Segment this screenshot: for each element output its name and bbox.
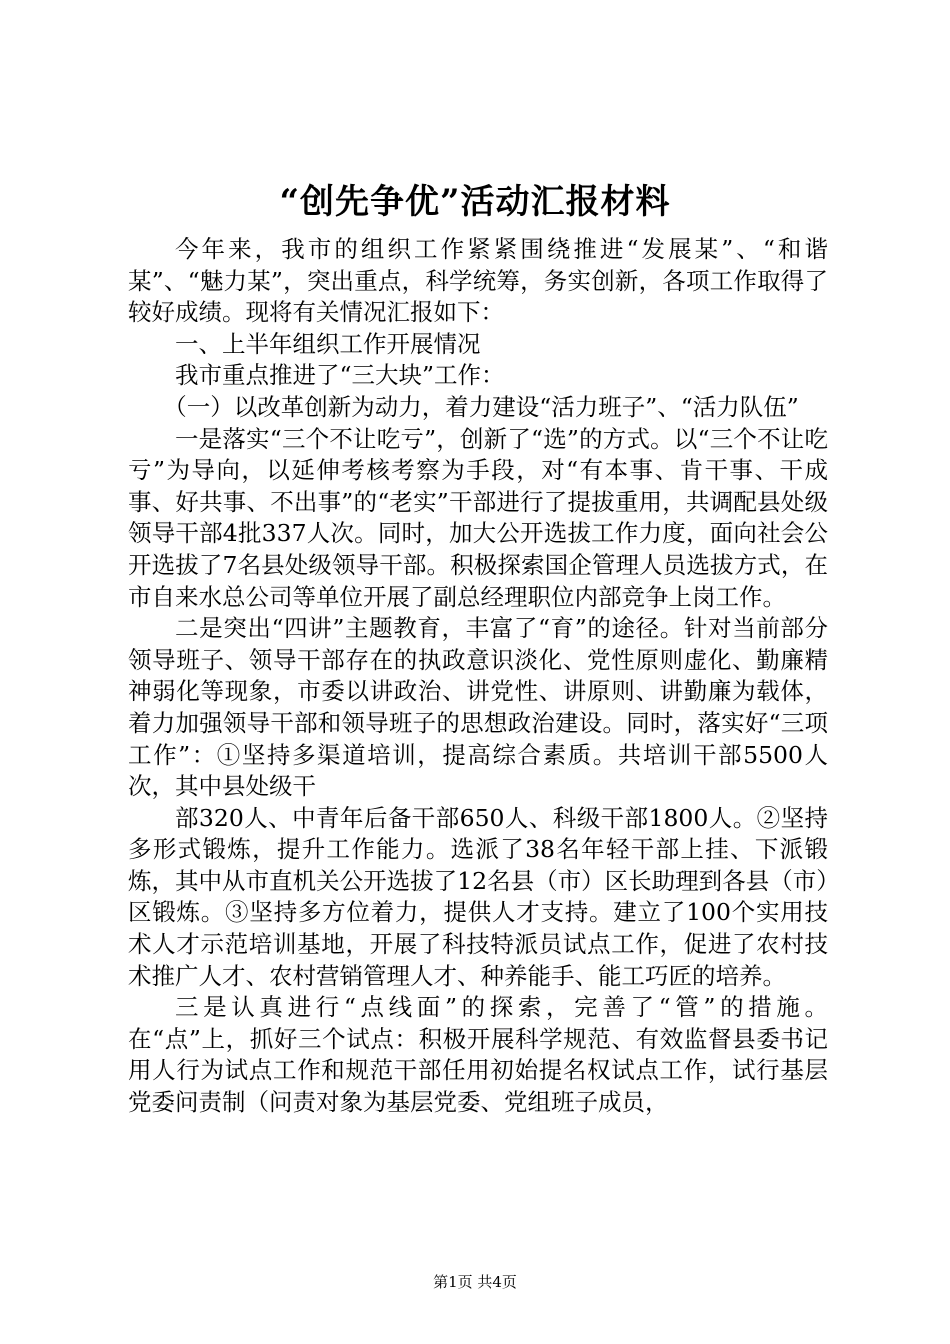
paragraph-select: 一是落实“三个不让吃亏”，创新了“选”的方式。以“三个不让吃亏”为导向，以延伸考核考察为手段，对“有本事、肯干事、干成事、好共事、不出事”的“老实”干部进行了提拔重用，共调配县处级领导干部4批337人次。同时，加大公开选拔工作力度，面向社会公开选拔了7名县处级领导干部。积极探索国企管理人员选拔方式，在市自来水总公司等单位开展了副总经理职位内部竞争上岗工作。: [128, 424, 828, 611]
document-title: “创先争优”活动汇报材料: [279, 182, 671, 222]
paragraph-intro: 今年来，我市的组织工作紧紧围绕推进“发展某”、“和谐某”、“魅力某”，突出重点，科学统筹，务实创新，各项工作取得了较好成绩。现将有关情况汇报如下：: [128, 235, 828, 327]
paragraph-educate: 二是突出“四讲”主题教育，丰富了“育”的途径。针对当前部分领导班子、领导干部存在的执政意识淡化、党性原则虚化、勤廉精神弱化等现象，市委以讲政治、讲党性、讲原则、讲勤廉为载体，着力加强领导干部和领导班子的思想政治建设。同时，落实好“三项工作”：①坚持多渠道培训，提高综合素质。共培训干部5500人次，其中县处级干: [128, 614, 828, 801]
paragraph-three-blocks: 我市重点推进了“三大块”工作：: [175, 361, 505, 390]
subsection-heading-1: （一）以改革创新为动力，着力建设“活力班子”、“活力队伍”: [163, 392, 799, 421]
paragraph-educate-continued: 部320人、中青年后备干部650人、科级干部1800人。②坚持多形式锻炼，提升工作能力。选派了38名年轻干部上挂、下派锻炼，其中从市直机关公开选拔了12名县（市）区长助理到各县（市）区锻炼。③坚持多方位着力，提供人才支持。建立了100个实用技术人才示范培训基地，开展了科技特派员试点工作，促进了农村技术推广人才、农村营销管理人才、种养能手、能工巧匠的培养。: [128, 803, 828, 990]
document-body: [128, 234, 828, 1119]
section-heading-1: 一、上半年组织工作开展情况: [175, 329, 481, 358]
paragraph-manage: 三是认真进行“点线面”的探索，完善了“管”的措施。在“点”上，抓好三个试点：积极开展科学规范、有效监督县委书记用人行为试点工作和规范干部任用初始提名权试点工作，试行基层党委问责制（问责对象为基层党委、党组班子成员，: [128, 993, 828, 1117]
page-number: 第1页 共4页: [433, 1273, 517, 1291]
